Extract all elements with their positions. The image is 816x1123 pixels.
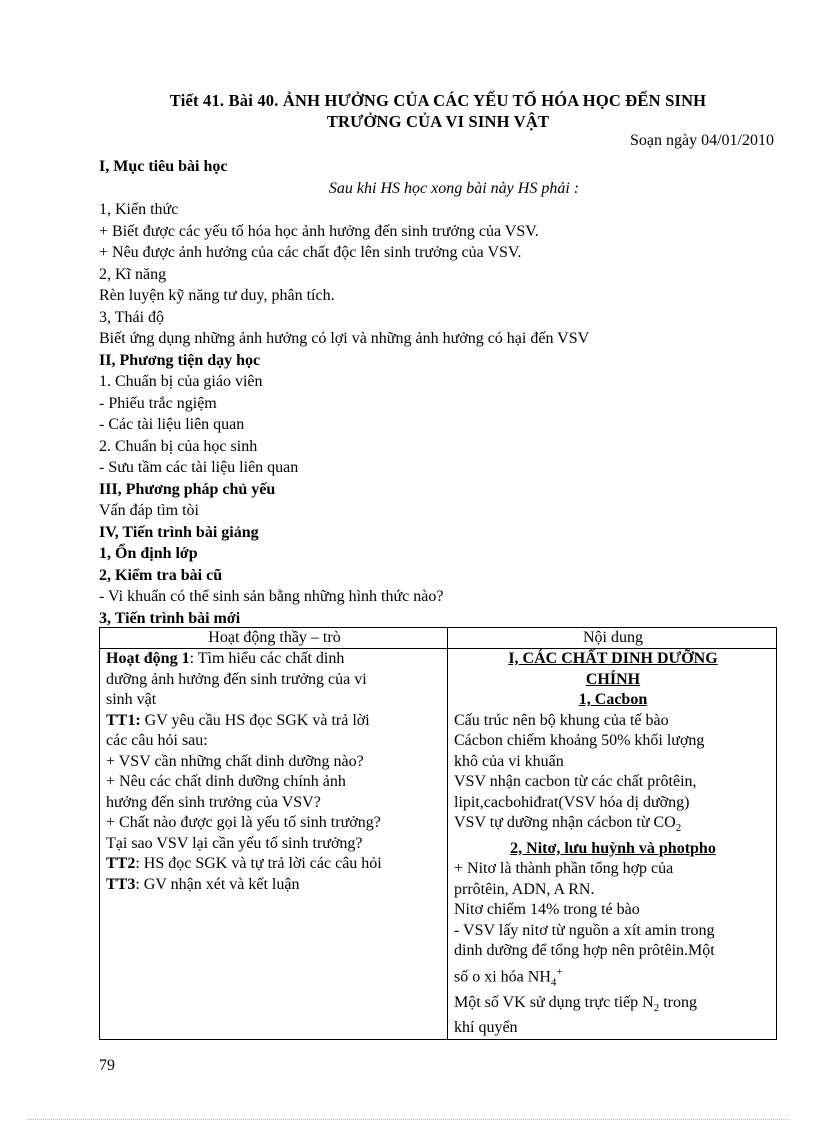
- student-prep-heading: 2. Chuẩn bị của học sinh: [99, 437, 258, 455]
- class-stabilization-heading: 1, Ổn định lớp: [99, 545, 198, 562]
- attitude-heading: 3, Thái độ: [99, 308, 165, 326]
- preparation-date: Soạn ngày 04/01/2010: [630, 132, 774, 149]
- header-content: Nội dung: [448, 628, 777, 649]
- nh4-text: số o xi hóa NH: [454, 968, 551, 986]
- question-1: + VSV cần những chất dinh dưỡng nào?: [106, 752, 364, 770]
- carbon-point: Cấu trúc nên bộ khung của tế bào: [454, 711, 669, 729]
- heading-methods: III, Phương pháp chủ yếu: [99, 480, 276, 498]
- student-prep-item: - Sưu tầm các tài liệu liên quan: [99, 459, 299, 476]
- header-activities: Hoạt động thầy – trò: [100, 628, 448, 649]
- carbon-autotroph-text: VSV tự dưỡng nhận cácbon từ CO: [454, 814, 676, 831]
- carbon-point: [454, 813, 772, 839]
- activity-1-text-line: sinh vật: [106, 691, 157, 708]
- section-title: I, CÁC CHẤT DINH DƯỠNG: [508, 650, 718, 667]
- teacher-prep-heading: 1. Chuẩn bị của giáo viên: [99, 373, 263, 390]
- nitrogen-point: + Nitơ là thành phần tổng hợp của: [454, 860, 674, 878]
- nitrogen-point-cont: dinh dưỡng để tổng hợp nên prôtêin.Một: [454, 942, 715, 960]
- nh4-subscript: 4: [550, 976, 557, 989]
- step-3-label: TT3: [106, 875, 136, 893]
- objectives-intro: Sau khi HS học xong bài này HS phải :: [328, 179, 580, 197]
- question-2: + Nêu các chất dinh dưỡng chính ảnh: [106, 773, 346, 790]
- heading-objectives: I, Mục tiêu bài học: [99, 158, 228, 175]
- lesson-title-line-2: TRƯỞNG CỦA VI SINH VẬT: [326, 112, 550, 131]
- nh4-superscript: +: [556, 965, 563, 978]
- co2-subscript: 2: [675, 822, 682, 835]
- lesson-title-line-1: Tiết 41. Bài 40. ẢNH HƯỞNG CỦA CÁC YẾU TỐ HÓA HỌC ĐẾN SINH: [169, 91, 707, 110]
- nitrogen-point: [454, 993, 772, 1019]
- activity-1-text-line: dưỡng ảnh hưởng đến sinh trưởng của vi: [106, 670, 367, 688]
- step-1-text-line: các câu hỏi sau:: [106, 732, 208, 749]
- content-cell: [448, 649, 777, 1040]
- page-number: 79: [99, 1057, 115, 1074]
- nitrogen-point-cont: khí quyển: [454, 1019, 518, 1037]
- nitrogen-point: Nitơ chiếm 14% trong té bào: [454, 901, 640, 919]
- step-2-label: TT2: [106, 855, 136, 872]
- teacher-prep-item: - Các tài liệu liên quan: [99, 416, 245, 433]
- attitude-item: Biết ứng dụng những ảnh hưởng có lợi và những ảnh hưởng có hại đến VSV: [99, 330, 590, 347]
- question-2-cont: hưởng đến sinh trưởng của VSV?: [106, 793, 321, 811]
- subsection-nitrogen: 2, Nitơ, lưu huỳnh và photpho: [510, 839, 716, 857]
- question-3: + Chất nào được gọi là yếu tố sinh trưởng?: [106, 814, 381, 831]
- methods-item: Vấn đáp tìm tòi: [99, 502, 199, 519]
- lesson-title: [98, 90, 778, 132]
- carbon-point: VSV nhận cacbon từ các chất prôtêin,: [454, 773, 697, 790]
- activity-1-label: Hoạt động 1: [106, 650, 190, 667]
- question-3-cont: Tại sao VSV lại cần yếu tố sinh trưởng?: [106, 834, 363, 852]
- carbon-point: Cácbon chiếm khoảng 50% khối lượng: [454, 732, 705, 749]
- section-title-cont: CHÍNH: [585, 670, 641, 688]
- step-2-text: : HS đọc SGK và tự trả lời các câu hỏi: [135, 855, 382, 872]
- page-bottom-divider: [28, 1119, 788, 1120]
- knowledge-item: + Nêu được ảnh hưởng của các chất độc lên sinh trưởng của VSV.: [99, 244, 522, 261]
- review-heading: 2, Kiểm tra bài cũ: [99, 566, 223, 584]
- nitrogen-point: - VSV lấy nitơ từ nguồn a xít amin trong: [454, 921, 715, 939]
- n2-text: Một số VK sử dụng trực tiếp N: [454, 993, 654, 1011]
- knowledge-heading: 1, Kiến thức: [99, 201, 179, 218]
- n2-tail: trong: [659, 993, 697, 1011]
- knowledge-item: + Biết được các yếu tố hóa học ảnh hưởng đến sinh trưởng của VSV.: [99, 222, 539, 240]
- table-row: [100, 649, 777, 1040]
- teacher-prep-item: - Phiếu trắc ngiệm: [99, 394, 217, 412]
- carbon-point-cont: lipit,cacbohiđrat(VSV hóa dị dưỡng): [454, 793, 690, 811]
- subsection-carbon: 1, Cacbon: [578, 691, 648, 708]
- lesson-activity-table: [99, 627, 777, 1040]
- heading-lesson-process: IV, Tiến trình bài giảng: [99, 523, 259, 541]
- new-lesson-heading: 3, Tiến trình bài mới: [99, 609, 241, 627]
- activities-cell: [100, 649, 448, 1040]
- step-1-text: GV yêu cầu HS đọc SGK và trả lời: [140, 711, 370, 729]
- skills-item: Rèn luyện kỹ năng tư duy, phân tích.: [99, 287, 335, 304]
- nitrogen-point-cont: [454, 962, 772, 993]
- skills-heading: 2, Kĩ năng: [99, 265, 167, 283]
- heading-teaching-aids: II, Phương tiện dạy học: [99, 351, 261, 369]
- nitrogen-point-cont: prrôtêin, ADN, A RN.: [454, 880, 595, 898]
- n2-subscript: 2: [653, 1001, 660, 1014]
- step-3-text: : GV nhận xét và kết luận: [135, 875, 300, 893]
- review-question: - Vi khuẩn có thể sinh sản bằng những hình thức nào?: [99, 588, 444, 605]
- carbon-point-cont: khô của vi khuẩn: [454, 752, 564, 770]
- activity-1-text: : Tìm hiểu các chất dinh: [189, 650, 345, 667]
- table-header-row: [100, 628, 777, 649]
- lesson-body: [99, 156, 779, 629]
- step-1-label: TT1:: [106, 711, 141, 729]
